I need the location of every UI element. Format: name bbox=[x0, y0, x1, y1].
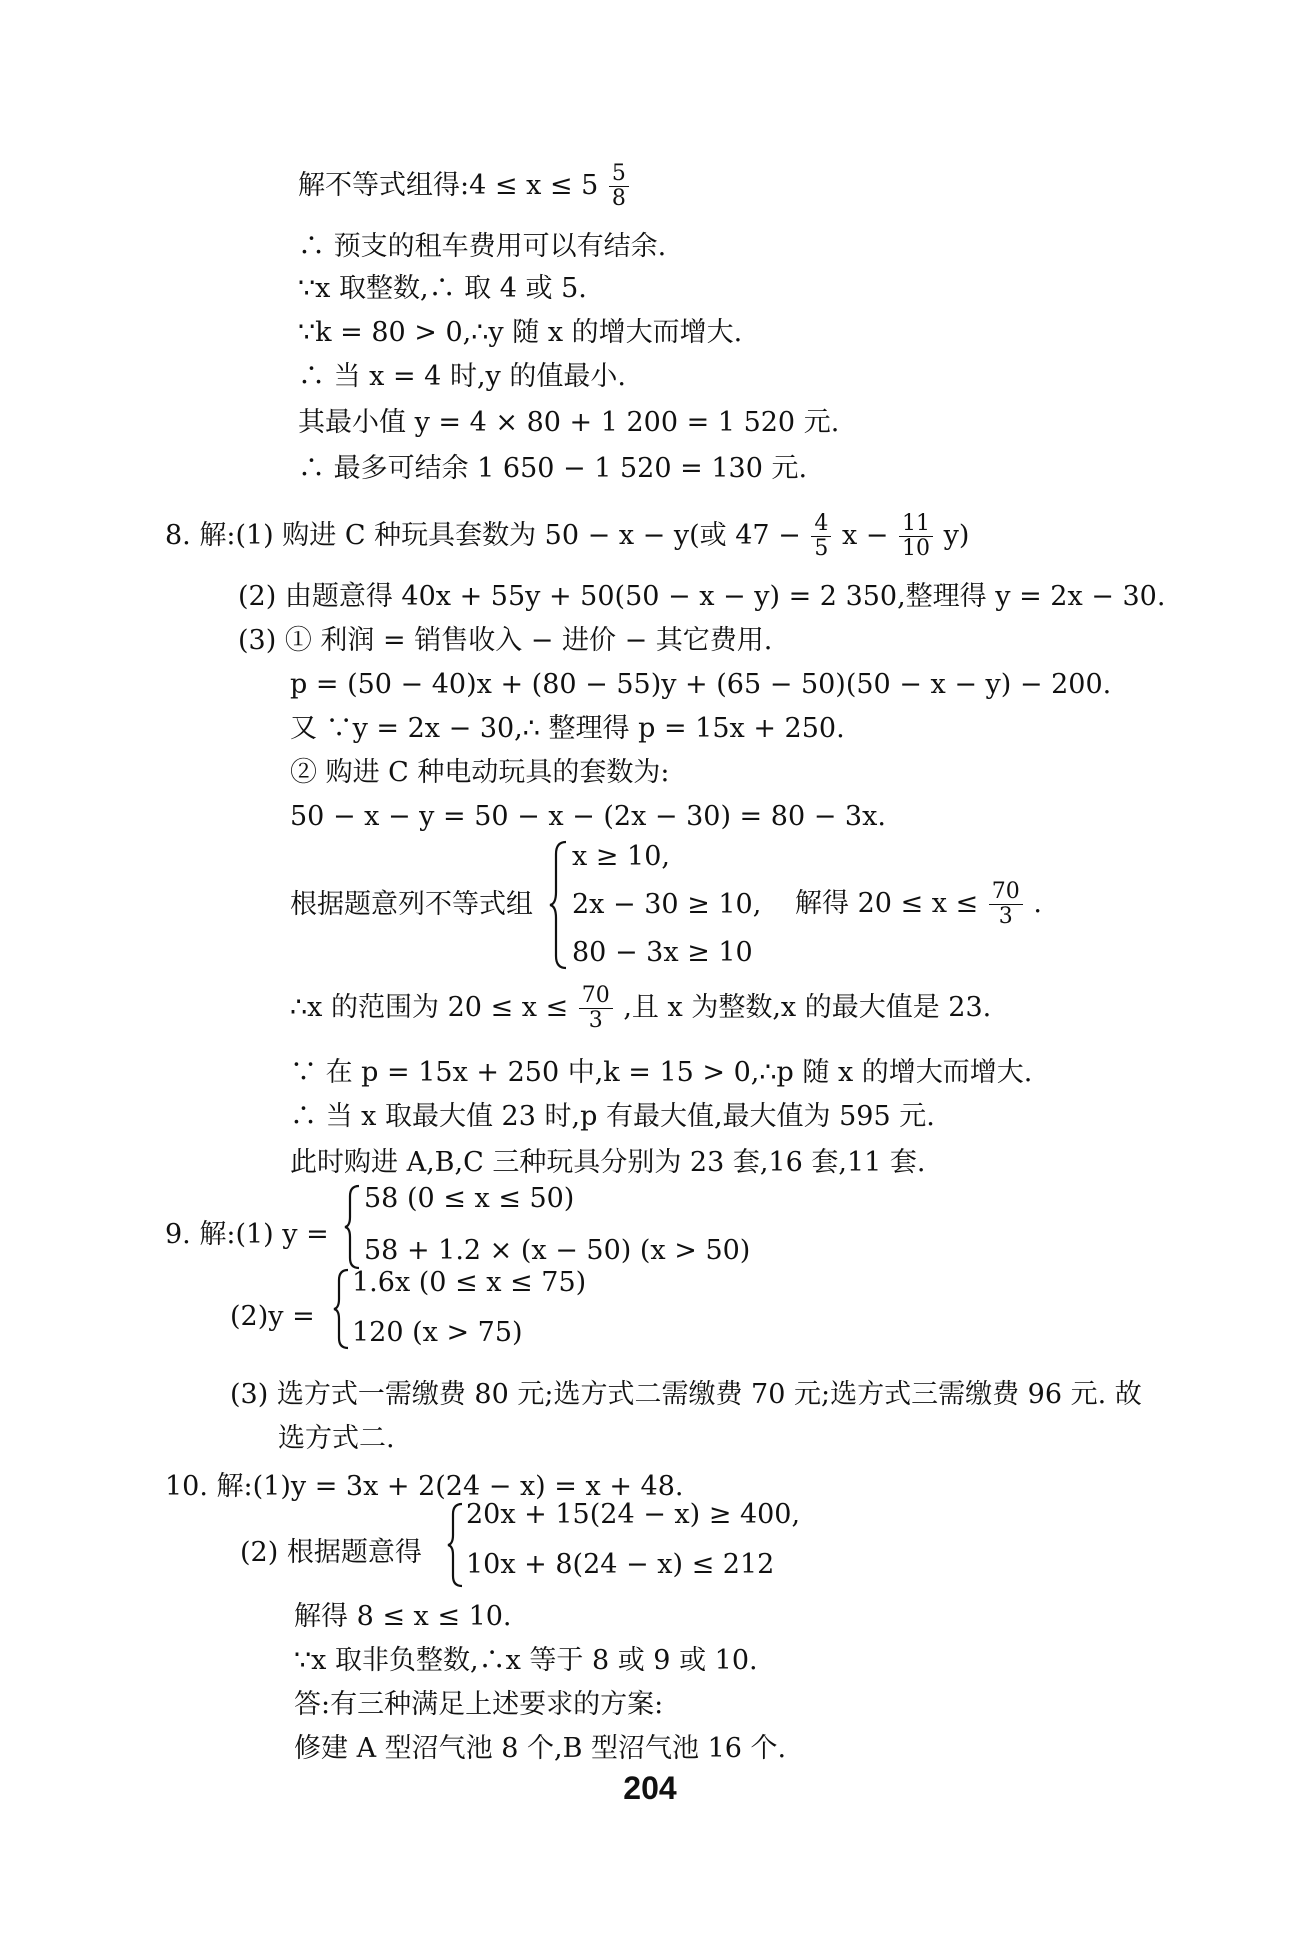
text-line: ② 购进 C 种电动玩具的套数为: bbox=[290, 757, 670, 788]
text-line: ∵k = 80 > 0,∴y 随 x 的增大而增大. bbox=[298, 317, 743, 348]
system-solution bbox=[795, 880, 1042, 929]
text-line: 又 ∵y = 2x − 30,∴ 整理得 p = 15x + 250. bbox=[290, 713, 845, 744]
text-line bbox=[298, 162, 631, 211]
text-segment: 8. 解:(1) 购进 C 种玩具套数为 50 − x − y(或 47 − bbox=[165, 520, 801, 551]
text-line bbox=[290, 984, 991, 1033]
text-segment: ∴x 的范围为 20 ≤ x ≤ bbox=[290, 992, 569, 1023]
fraction-numerator: 70 bbox=[581, 983, 610, 1008]
piecewise-case: 58 (0 ≤ x ≤ 50) bbox=[364, 1183, 575, 1214]
inequality-case: x ≥ 10, bbox=[572, 841, 670, 872]
text-line: 其最小值 y = 4 × 80 + 1 200 = 1 520 元. bbox=[298, 407, 840, 438]
text-line: 50 − x − y = 50 − x − (2x − 30) = 80 − 3x. bbox=[290, 801, 886, 832]
text-line: 解得 8 ≤ x ≤ 10. bbox=[294, 1601, 512, 1632]
text-line: ∴ 最多可结余 1 650 − 1 520 = 130 元. bbox=[298, 453, 808, 484]
question-9-label: 9. 解:(1) y = bbox=[165, 1219, 329, 1250]
fraction-numerator: 4 bbox=[814, 511, 829, 536]
text-segment: 解得 20 ≤ x ≤ bbox=[795, 888, 979, 919]
text-line: 答:有三种满足上述要求的方案: bbox=[294, 1689, 664, 1720]
fraction-numerator: 5 bbox=[611, 161, 626, 186]
fraction bbox=[609, 162, 629, 211]
inequality-case: 2x − 30 ≥ 10, bbox=[572, 889, 762, 920]
question-10-part-2-label: (2) 根据题意得 bbox=[240, 1537, 422, 1568]
fraction-denominator: 5 bbox=[811, 536, 831, 561]
text-line: ∵x 取整数,∴ 取 4 或 5. bbox=[298, 273, 587, 304]
text-line: ∵x 取非负整数,∴x 等于 8 或 9 或 10. bbox=[294, 1645, 758, 1676]
system-label: 根据题意列不等式组 bbox=[290, 889, 533, 920]
fraction bbox=[899, 512, 933, 561]
fraction-denominator: 3 bbox=[989, 904, 1023, 929]
text-line: ∵ 在 p = 15x + 250 中,k = 15 > 0,∴p 随 x 的增大而增大. bbox=[290, 1057, 1033, 1088]
question-9-part-2-label: (2)y = bbox=[230, 1301, 315, 1332]
text-line: ∴ 预支的租车费用可以有结余. bbox=[298, 231, 667, 262]
text-line: 修建 A 型沼气池 8 个,B 型沼气池 16 个. bbox=[294, 1733, 787, 1764]
inequality-case: 80 − 3x ≥ 10 bbox=[572, 937, 753, 968]
left-brace bbox=[548, 840, 570, 974]
page-number: 204 bbox=[623, 1770, 677, 1806]
question-8-part-2: (2) 由题意得 40x + 55y + 50(50 − x − y) = 2 350,整理得 y = 2x − 30. bbox=[238, 581, 1166, 612]
text-line: ∴ 当 x = 4 时,y 的值最小. bbox=[298, 361, 626, 392]
fraction-denominator: 3 bbox=[579, 1008, 613, 1033]
fraction bbox=[989, 880, 1023, 929]
fraction bbox=[811, 512, 831, 561]
text-line: 此时购进 A,B,C 三种玩具分别为 23 套,16 套,11 套. bbox=[290, 1147, 926, 1178]
piecewise-case: 120 (x > 75) bbox=[352, 1317, 523, 1348]
question-9-part-3: (3) 选方式一需缴费 80 元;选方式二需缴费 70 元;选方式三需缴费 96 元. 故 bbox=[230, 1379, 1142, 1410]
text-segment: . bbox=[1033, 888, 1042, 919]
fraction-denominator: 10 bbox=[899, 536, 933, 561]
fraction bbox=[579, 984, 613, 1033]
text-segment: ,且 x 为整数,x 的最大值是 23. bbox=[623, 992, 992, 1023]
fraction-denominator: 8 bbox=[609, 186, 629, 211]
text-segment: y) bbox=[943, 520, 970, 551]
left-brace bbox=[343, 1184, 363, 1274]
piecewise-case: 1.6x (0 ≤ x ≤ 75) bbox=[352, 1267, 587, 1298]
question-10-part-1: 10. 解:(1)y = 3x + 2(24 − x) = x + 48. bbox=[165, 1471, 684, 1502]
question-8-part-1 bbox=[165, 512, 969, 561]
text-line: 选方式二. bbox=[278, 1423, 395, 1454]
text-line: p = (50 − 40)x + (80 − 55)y + (65 − 50)(50 − x − y) − 200. bbox=[290, 669, 1112, 700]
inequality-case: 20x + 15(24 − x) ≥ 400, bbox=[466, 1499, 801, 1530]
question-8-part-3: (3) ① 利润 = 销售收入 − 进价 − 其它费用. bbox=[238, 625, 773, 656]
text-segment: x − bbox=[841, 520, 889, 551]
text-line: ∴ 当 x 取最大值 23 时,p 有最大值,最大值为 595 元. bbox=[290, 1101, 935, 1132]
fraction-numerator: 11 bbox=[901, 511, 930, 536]
piecewise-case: 58 + 1.2 × (x − 50) (x > 50) bbox=[364, 1235, 751, 1266]
text-segment: 解不等式组得:4 ≤ x ≤ 5 bbox=[298, 170, 599, 201]
fraction-numerator: 70 bbox=[991, 879, 1020, 904]
inequality-case: 10x + 8(24 − x) ≤ 212 bbox=[466, 1549, 775, 1580]
left-brace bbox=[446, 1502, 466, 1592]
left-brace bbox=[332, 1268, 352, 1354]
